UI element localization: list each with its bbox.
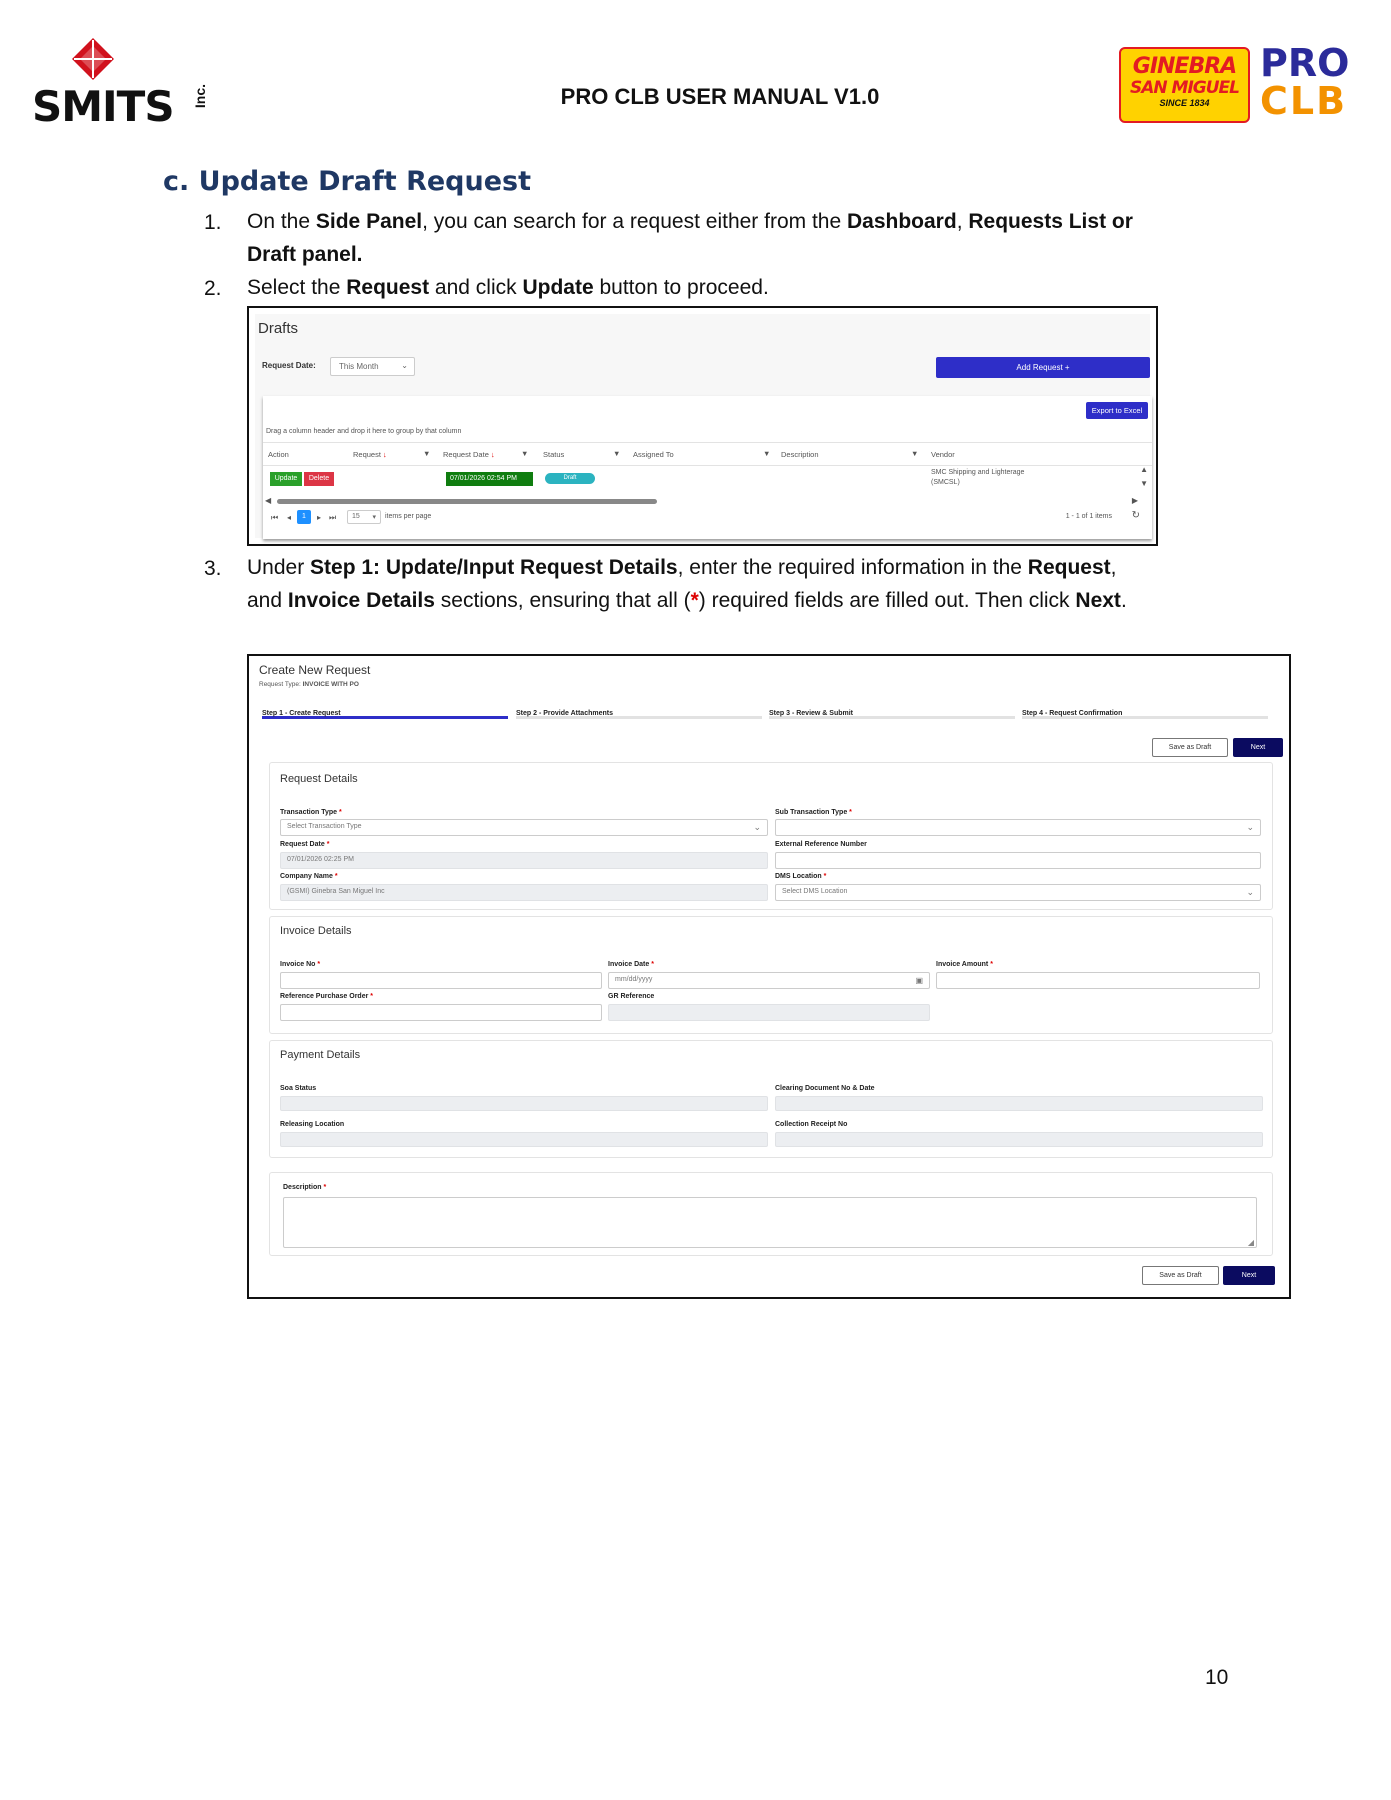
smits-diamond-icon [72,38,114,80]
description-textarea[interactable] [283,1197,1257,1248]
request-date-select[interactable]: This Month ⌄ [330,357,415,376]
step-1-text: On the Side Panel, you can search for a request either from the Dashboard, Requests List or Draft panel. [247,210,1133,266]
payment-details-title: Payment Details [280,1049,361,1061]
step-number: 2. [204,277,222,300]
reference-po-label: Reference Purchase Order * [280,993,374,1000]
column-header-status[interactable]: Status [543,450,565,459]
invoice-details-panel [269,916,1273,1034]
first-page-icon[interactable]: ⏮ [271,513,279,522]
scroll-down-icon[interactable]: ▼ [1140,479,1148,488]
chevron-down-icon: ⌄ [1246,887,1254,897]
resize-handle-icon[interactable]: ◢ [1247,1238,1254,1247]
dms-location-label: DMS Location * [775,873,827,880]
soa-status-field [280,1096,768,1111]
gr-reference-field [608,1004,930,1021]
clearing-document-field [775,1096,1263,1111]
smits-logo [32,38,208,131]
drafts-panel [255,314,1150,538]
drafts-screenshot [247,306,1158,546]
caret-down-icon: ▾ [372,514,376,521]
update-button[interactable]: Update [270,472,302,486]
save-as-draft-button[interactable]: Save as Draft [1152,738,1228,757]
prev-page-icon[interactable]: ◂ [287,513,292,522]
invoice-amount-label: Invoice Amount * [936,961,993,968]
ginebra-logo [1119,47,1250,123]
payment-details-panel [269,1040,1273,1158]
ginebra-logo-line2: SAN MIGUEL [1130,78,1239,98]
scroll-right-icon[interactable]: ▶ [1131,496,1138,505]
releasing-location-field [280,1132,768,1147]
transaction-type-label: Transaction Type * [280,809,342,816]
step-2-text: Select the Request and click Update button to proceed. [247,276,769,299]
ginebra-logo-line1: GINEBRA [1132,54,1237,79]
column-header-request-date[interactable]: Request Date ↓ [443,450,495,459]
next-button[interactable]: Next [1233,738,1283,757]
add-request-button[interactable]: Add Request + [936,357,1150,378]
column-header-description[interactable]: Description [781,450,819,459]
next-page-icon[interactable]: ▸ [317,513,322,522]
step-3-tab[interactable]: Step 3 - Review & Submit [769,702,1015,719]
column-header-assigned-to[interactable]: Assigned To [633,450,674,459]
external-reference-label: External Reference Number [775,841,867,848]
invoice-date-input[interactable]: mm/dd/yyyy ▣ [608,972,930,989]
export-excel-button[interactable]: Export to Excel [1086,402,1148,419]
transaction-type-select[interactable]: Select Transaction Type ⌄ [280,819,768,836]
create-request-screenshot [247,654,1291,1299]
create-request-title: Create New Request [259,663,371,677]
invoice-no-input[interactable] [280,972,602,989]
refresh-icon[interactable]: ↻ [1131,510,1140,521]
dms-location-select[interactable]: Select DMS Location ⌄ [775,884,1261,901]
invoice-details-title: Invoice Details [280,925,352,937]
column-header-vendor[interactable]: Vendor [931,450,955,459]
ginebra-logo-line3: SINCE 1834 [1159,98,1210,108]
vendor-cell: SMC Shipping and Lighterage (SMCSL) [931,469,1025,486]
sub-transaction-type-select[interactable] [775,819,1261,836]
next-button-bottom[interactable]: Next [1223,1266,1275,1285]
collection-receipt-label: Collection Receipt No [775,1121,848,1128]
horizontal-scrollbar[interactable] [263,496,1152,506]
step-3-text: Under Step 1: Update/Input Request Details, enter the required information in the Request, and Invoice Details sections, ensuring that all (*) required fields are filled out. Then click Next. [247,556,1127,612]
proclb-logo [1260,41,1370,123]
table-row[interactable] [263,465,1152,493]
request-date-label: Request Date * [280,841,330,848]
items-summary: 1 - 1 of 1 items [1065,513,1112,520]
drafts-grid [263,396,1152,539]
section-heading: c. Update Draft Request [163,166,532,197]
pager [263,508,1152,528]
smits-inc: Inc. [192,84,208,109]
scroll-left-icon[interactable]: ◀ [265,496,272,505]
soa-status-label: Soa Status [280,1085,317,1092]
page-1-button[interactable]: 1 [297,510,311,524]
clearing-document-label: Clearing Document No & Date [775,1085,875,1092]
filter-icon[interactable]: ▼ [613,449,621,458]
proclb-clb: CLB [1260,79,1348,123]
chevron-down-icon: ⌄ [753,822,761,832]
external-reference-input[interactable] [775,852,1261,869]
collection-receipt-field [775,1132,1263,1147]
page-number: 10 [1205,1666,1229,1689]
chevron-down-icon: ⌄ [401,361,408,370]
request-details-panel [269,762,1273,910]
releasing-location-label: Releasing Location [280,1121,345,1128]
description-label: Description * [283,1184,327,1191]
filter-icon[interactable]: ▼ [763,449,771,458]
company-name-label: Company Name * [280,873,338,880]
invoice-amount-input[interactable] [936,972,1260,989]
status-badge: Draft [545,473,595,484]
step-4-tab[interactable]: Step 4 - Request Confirmation [1022,702,1268,719]
last-page-icon[interactable]: ⏭ [329,513,337,522]
sort-down-icon: ↓ [383,450,387,459]
gr-reference-label: GR Reference [608,993,655,1000]
delete-button[interactable]: Delete [304,472,334,486]
request-date-field: 07/01/2026 02:25 PM [280,852,768,869]
page-size-select[interactable]: 15 ▾ [347,510,381,524]
filter-icon[interactable]: ▼ [911,449,919,458]
group-hint: Drag a column header and drop it here to group by that column [266,428,462,435]
filter-icon[interactable]: ▼ [521,449,529,458]
sort-down-icon: ↓ [490,450,495,459]
step-1-tab[interactable]: Step 1 - Create Request [262,702,508,719]
reference-po-input[interactable] [280,1004,602,1021]
proclb-pro: PRO [1260,41,1350,85]
request-type: Request Type: INVOICE WITH PO [259,681,359,688]
request-details-title: Request Details [280,773,358,785]
step-2-tab[interactable]: Step 2 - Provide Attachments [516,702,762,719]
chevron-down-icon: ⌄ [1246,822,1254,832]
description-panel [269,1172,1273,1256]
scrollbar-thumb[interactable] [277,499,657,504]
company-name-field: (GSMI) Ginebra San Miguel Inc [280,884,768,901]
request-date-label: Request Date: [262,361,316,370]
scroll-up-icon[interactable]: ▲ [1140,465,1148,474]
sub-transaction-type-label: Sub Transaction Type * [775,809,852,816]
invoice-date-label: Invoice Date * [608,961,654,968]
column-header-request[interactable]: Request ↓ [353,450,387,459]
items-per-page-label: items per page [385,513,432,520]
filter-icon[interactable]: ▼ [423,449,431,458]
save-as-draft-button-bottom[interactable]: Save as Draft [1142,1266,1219,1285]
step-number: 3. [204,557,222,580]
invoice-no-label: Invoice No * [280,961,321,968]
smits-wordmark: SMITS [32,82,174,131]
document-title: PRO CLB USER MANUAL V1.0 [560,84,880,109]
calendar-icon[interactable]: ▣ [915,976,923,985]
drafts-title: Drafts [258,320,299,337]
grid-header-row [263,442,1152,466]
request-date-cell: 07/01/2026 02:54 PM [446,472,533,486]
column-header-action[interactable]: Action [268,450,289,459]
step-number: 1. [204,211,222,234]
